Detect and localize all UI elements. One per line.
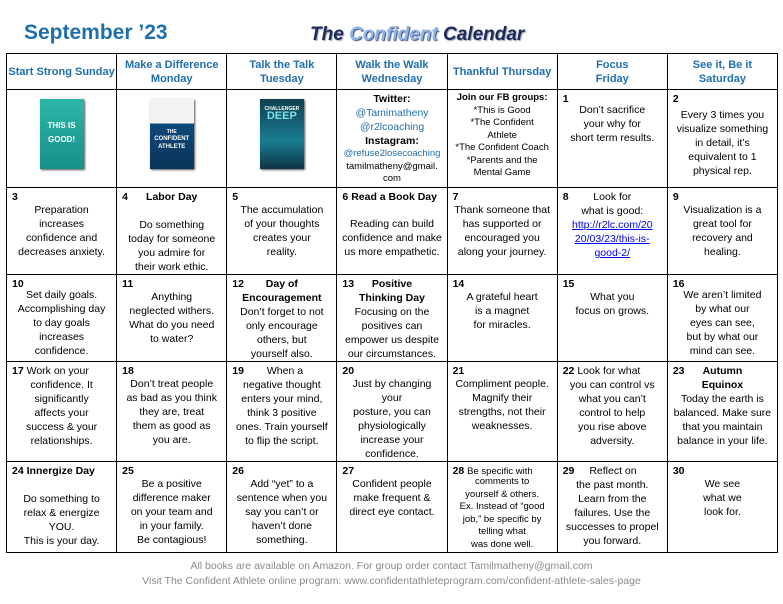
day-number: 7 <box>452 191 459 203</box>
day-title: Labor Day <box>146 191 198 203</box>
day-cell-24: 24 Innergize Day Do something to relax & energize YOU. This is your day. <box>7 462 117 553</box>
blog-link[interactable]: good-2/ <box>594 247 631 259</box>
day-number: 11 <box>122 278 134 290</box>
day-number: 24 Innergize Day <box>12 465 95 477</box>
twitter-handle-2[interactable]: @r2lcoaching <box>359 121 425 133</box>
day-cell-30: 30 We see what we look for. <box>667 462 777 553</box>
day-cell-12: 12 Day of Encouragement Don’t forget to not only encourage others, but yourself also. <box>227 275 337 362</box>
day-number: 28 Be specific with <box>452 465 533 477</box>
fb-group-item: *The Confident Coach <box>455 142 549 153</box>
week-row-5 <box>7 462 778 553</box>
book-cell-this-is-good <box>7 90 117 188</box>
day-cell-1: 1 Don’t sacrifice your why for short term results. <box>557 90 667 188</box>
weekday-header-row <box>7 54 778 90</box>
day-number: 27 <box>342 465 355 477</box>
day-number: 22 Look for what <box>562 365 641 377</box>
day-cell-6: 6 Read a Book Day Reading can build confidence and make us more empathetic. <box>337 188 447 275</box>
day-cell-3: 3 Preparation increases confidence and decreases anxiety. <box>7 188 117 275</box>
day-number: 13 <box>342 278 355 290</box>
day-number: 30 <box>672 465 685 477</box>
social-media-cell <box>337 90 447 188</box>
day-number: 14 <box>452 278 465 290</box>
day-cell-22: 22 Look for what you can control vs what you can’t control to help you rise above adversity. <box>557 362 667 462</box>
weekday-header-sunday: Start Strong Sunday <box>7 54 117 90</box>
weekday-header-saturday: See it, Be it Saturday <box>667 54 777 90</box>
day-cell-9: 9 Visualization is a great tool for recovery and healing. <box>667 188 777 275</box>
calendar-title <box>310 24 524 46</box>
day-cell-5: 5 The accumulation of your thoughts creates your reality. <box>227 188 337 275</box>
fb-groups-title: Join our FB groups: <box>456 92 548 103</box>
contact-email-line1: tamilmatheny@gmail. <box>346 160 438 172</box>
day-number: 9 <box>672 191 679 203</box>
day-cell-18: 18 Don’t treat people as bad as you think they are, treat them as good as you are. <box>117 362 227 462</box>
day-cell-21: 21 Compliment people. Magnify their strengths, not their weaknesses. <box>447 362 557 462</box>
day-cell-23: 23 Autumn Equinox Today the earth is balanced. Make sure that you maintain balance in your life. <box>667 362 777 462</box>
title-pre: The <box>310 24 350 45</box>
day-cell-4: 4 Labor Day Do something today for someone you admire for their work ethic. <box>117 188 227 275</box>
calendar-grid <box>6 53 778 553</box>
book-cover-this-is-good[interactable]: THIS IS GOOD! <box>40 99 84 169</box>
book-cell-confident-athlete <box>117 90 227 188</box>
day-number: 25 <box>122 465 134 477</box>
day-number: 29 Reflect on <box>562 465 637 477</box>
title-accent: Confident <box>349 24 438 45</box>
weekday-header-friday: Focus Friday <box>557 54 667 90</box>
day-title: Innergize Day <box>26 465 95 477</box>
day-title: Equinox <box>701 379 744 391</box>
instagram-label: Instagram: <box>365 135 419 147</box>
day-cell-20: 20 Just by changing your posture, you can physiologically increase your confidence. <box>337 362 447 462</box>
day-cell-10: 10 Set daily goals. Accomplishing day to day goals increases confidence. <box>7 275 117 362</box>
weekday-header-monday: Make a Difference Monday <box>117 54 227 90</box>
day-number: 3 <box>12 191 18 203</box>
fb-group-item: *The Confident <box>470 117 534 128</box>
day-cell-26: 26 Add “yet” to a sentence when you say you can’t or haven’t done something. <box>227 462 337 553</box>
day-number: 15 <box>562 278 575 290</box>
twitter-label: Twitter: <box>373 93 411 105</box>
day-number: 21 <box>452 365 465 377</box>
day-number: 18 <box>122 365 134 377</box>
day-cell-16: 16 We aren’t limited by what our eyes can see, but by what our mind can see. <box>667 275 777 362</box>
week-row-2 <box>7 188 778 275</box>
day-number: 12 <box>232 278 244 290</box>
day-title: Thinking Day <box>359 292 425 304</box>
day-cell-17: 17 Work on your confidence. It significantly affects your success & your relationships. <box>7 362 117 462</box>
book-cover-challenger-deep[interactable]: CHALLENGER DEEP <box>260 99 304 169</box>
day-number: 26 <box>232 465 244 477</box>
day-number: 4 <box>122 191 128 203</box>
day-number: 1 <box>562 93 569 105</box>
fb-group-item: *This is Good <box>473 104 531 116</box>
day-number: 20 <box>342 365 355 377</box>
weekday-header-wednesday: Walk the Walk Wednesday <box>337 54 447 90</box>
day-number: 17 Work on your <box>12 365 89 377</box>
week-row-1 <box>7 90 778 188</box>
day-cell-27: 27 Confident people make frequent & direct eye contact. <box>337 462 447 553</box>
day-title: Positive <box>371 278 413 290</box>
day-title: Day of <box>265 278 298 290</box>
blog-link[interactable]: 20/03/23/this-is- <box>574 233 650 245</box>
day-cell-2: 2 Every 3 times you visualize something in detail, it’s equivalent to 1 physical rep. <box>667 90 777 188</box>
day-cell-25: 25 Be a positive difference maker on your team and in your family. Be contagious! <box>117 462 227 553</box>
day-title: Read a Book Day <box>351 191 437 203</box>
book-cell-challenger-deep <box>227 90 337 188</box>
day-cell-7: 7 Thank someone that has supported or encouraged you along your journey. <box>447 188 557 275</box>
title-post: Calendar <box>437 24 525 45</box>
day-number: 5 <box>232 191 239 203</box>
day-cell-14: 14 A grateful heart is a magnet for miracles. <box>447 275 557 362</box>
twitter-handle-1[interactable]: @Tamimatheny <box>355 107 429 119</box>
day-number: 8 <box>562 191 569 203</box>
day-number: 2 <box>672 93 679 105</box>
day-cell-19: 19 When a negative thought enters your mind, think 3 positive ones. Train yourself to flip the script. <box>227 362 337 462</box>
day-title: Encouragement <box>242 292 322 304</box>
weekday-header-thursday: Thankful Thursday <box>447 54 557 90</box>
day-cell-15: 15 What you focus on grows. <box>557 275 667 362</box>
day-cell-11: 11 Anything neglected withers. What do you need to water? <box>117 275 227 362</box>
footer-books-note: All books are available on Amazon. For group order contact Tamilmatheny@gmail.com <box>190 560 593 572</box>
day-number: 19 When a <box>232 365 304 377</box>
day-number: 6 Read a Book Day <box>342 191 437 203</box>
fb-group-item: *Parents and the <box>466 154 538 166</box>
day-cell-8: 8 Look for what is good: http://r2lc.com/20 20/03/23/this-is- good-2/ <box>557 188 667 275</box>
instagram-handle[interactable]: @refuse2losecoaching <box>343 148 441 159</box>
day-title: Autumn <box>702 365 743 377</box>
fb-group-item: Mental Game <box>473 167 531 178</box>
day-number: 16 <box>672 278 685 290</box>
day-cell-29: 29 Reflect on the past month. Learn from the failures. Use the successes to propel you forward. <box>557 462 667 553</box>
month-title: September ’23 <box>24 21 168 44</box>
day-cell-28: 28 Be specific with comments to yourself & others. Ex. Instead of “good job,” be specific by telling what was done well. <box>447 462 557 553</box>
contact-email-line2: com <box>383 173 401 184</box>
fb-groups-cell <box>447 90 557 188</box>
book-cover-confident-athlete[interactable]: THE CONFIDENT ATHLETE <box>150 99 194 169</box>
week-row-3 <box>7 275 778 362</box>
day-number: 10 <box>12 278 24 290</box>
weekday-header-tuesday: Talk the Talk Tuesday <box>227 54 337 90</box>
blog-link[interactable]: http://r2lc.com/20 <box>572 219 653 231</box>
week-row-4 <box>7 362 778 462</box>
day-cell-13: 13 Positive Thinking Day Focusing on the positives can empower us despite our circumstances. <box>337 275 447 362</box>
fb-group-item: Athlete <box>487 129 517 141</box>
footer-program-note: Visit The Confident Athlete online program: www.confidentathleteprogram.com/confident-athlete-sales-page <box>142 575 641 587</box>
day-number: 23 <box>672 365 685 377</box>
